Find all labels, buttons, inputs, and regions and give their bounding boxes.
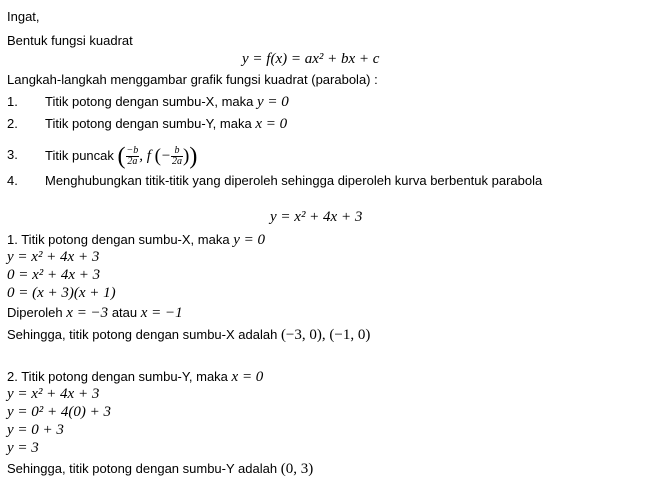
close-paren-icon: ) bbox=[189, 143, 198, 170]
step-1-text: Titik potong dengan sumbu-X, maka bbox=[45, 94, 254, 109]
part1-line-3: 0 = (x + 3)(x + 1) bbox=[7, 285, 116, 301]
step-2-number: 2. bbox=[7, 116, 18, 131]
part2-conclusion-math: (0, 3) bbox=[280, 461, 314, 477]
step-3-fraction-1: $\frac{-b}{2a}$ bbox=[126, 145, 139, 167]
step-2 bbox=[45, 115, 287, 133]
part2-line-2: y = 0² + 4(0) + 3 bbox=[7, 404, 112, 420]
step-3 bbox=[45, 143, 198, 170]
intro-ingat: Ingat, bbox=[7, 9, 40, 24]
part2-line-1: y = x² + 4x + 3 bbox=[7, 386, 100, 402]
general-equation: y = f(x) = ax² + bx + c bbox=[242, 51, 380, 67]
step-1-math: y = 0 bbox=[256, 94, 289, 110]
intro-bentuk: Bentuk fungsi kuadrat bbox=[7, 33, 133, 48]
part2-heading: 2. Titik potong dengan sumbu-Y, maka x = 0 bbox=[7, 369, 264, 385]
part2-line-4: y = 3 bbox=[7, 440, 39, 456]
part1-root-1: x = −3 bbox=[66, 305, 109, 321]
part1-root-2: x = −1 bbox=[140, 305, 183, 321]
part1-line-2: 0 = x² + 4x + 3 bbox=[7, 267, 101, 283]
step-1-number: 1. bbox=[7, 94, 18, 109]
step-2-math: x = 0 bbox=[255, 116, 288, 132]
part1-conclusion: Sehingga, titik potong dengan sumbu-X adalah (−3, 0), (−1, 0) bbox=[7, 327, 371, 343]
steps-title: Langkah-langkah menggambar grafik fungsi kuadrat (parabola) : bbox=[7, 72, 378, 87]
part2-line-3: y = 0 + 3 bbox=[7, 422, 64, 438]
example-equation: y = x² + 4x + 3 bbox=[270, 209, 363, 225]
step-3-text: Titik puncak bbox=[45, 147, 114, 163]
step-1 bbox=[45, 93, 289, 111]
step-4: Menghubungkan titik-titik yang diperoleh sehingga diperoleh kurva berbentuk parabola bbox=[45, 173, 543, 188]
part1-diperoleh: Diperoleh x = −3 atau x = −1 bbox=[7, 305, 183, 321]
part1-line-1: y = x² + 4x + 3 bbox=[7, 249, 100, 265]
open-paren-icon: ( bbox=[117, 143, 126, 170]
inner-close-paren-icon: ) bbox=[183, 145, 190, 167]
step-3-mid: , f bbox=[139, 147, 151, 164]
step-3-fraction-2: $\frac{b}{2a}$ bbox=[172, 145, 183, 167]
part1-conclusion-math: (−3, 0), (−1, 0) bbox=[280, 327, 371, 343]
step-3-number: 3. bbox=[7, 147, 18, 162]
part2-conclusion: Sehingga, titik potong dengan sumbu-Y adalah (0, 3) bbox=[7, 461, 314, 477]
part2-heading-math: x = 0 bbox=[231, 369, 264, 385]
step-2-text: Titik potong dengan sumbu-Y, maka bbox=[45, 116, 252, 131]
inner-open-paren-icon: ( bbox=[154, 145, 161, 167]
step-4-number: 4. bbox=[7, 173, 18, 188]
part1-heading: 1. Titik potong dengan sumbu-X, maka y = 0 bbox=[7, 232, 265, 248]
part1-heading-math: y = 0 bbox=[233, 232, 265, 248]
step-3-minus: − bbox=[160, 147, 172, 164]
